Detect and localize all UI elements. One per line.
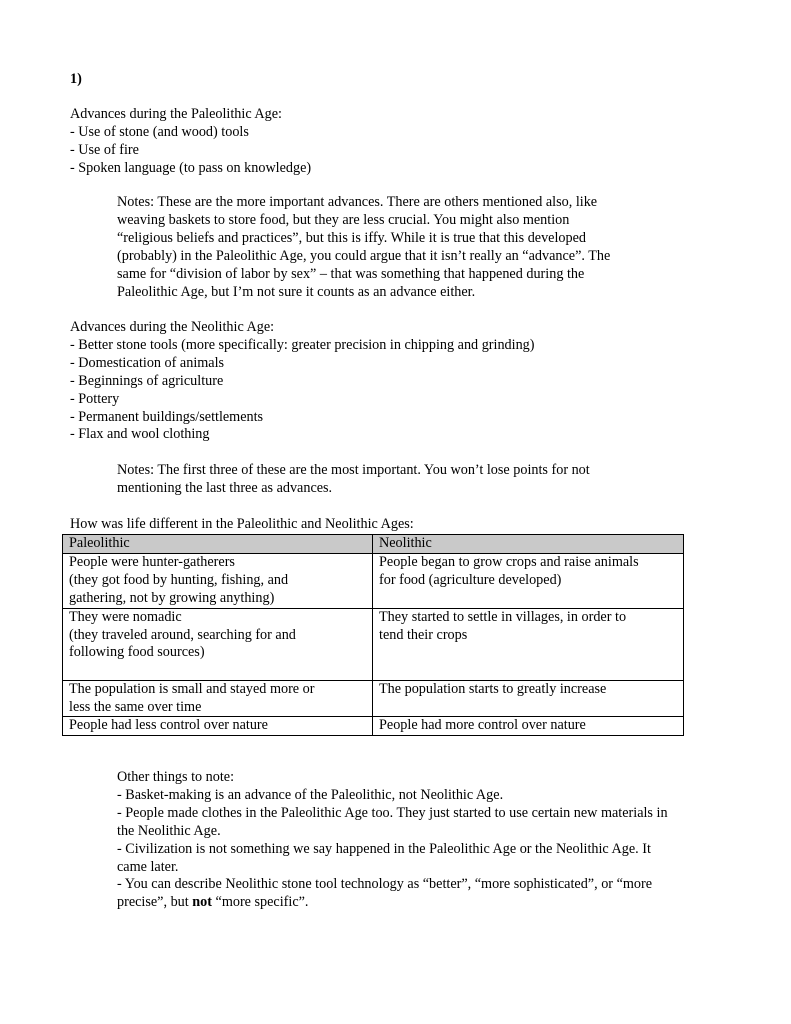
paleolithic-notes — [117, 194, 677, 301]
cell-line: for food (agriculture developed) — [379, 571, 562, 588]
notes-line: Paleolithic Age, but I’m not sure it counts as an advance either. — [117, 283, 476, 300]
cell-paleolithic — [63, 608, 373, 680]
table-row — [63, 553, 684, 608]
list-item: - Pottery — [70, 390, 120, 407]
cell-line: They started to settle in villages, in order to — [379, 608, 627, 625]
notes-line: Notes: The first three of these are the most important. You won’t lose points for not — [117, 462, 590, 478]
list-item: - Use of fire — [70, 141, 139, 158]
list-item: - Basket-making is an advance of the Paleolithic, not Neolithic Age. — [117, 786, 504, 803]
other-notes — [117, 769, 677, 912]
cell-line: tend their crops — [379, 626, 468, 643]
table-row — [63, 717, 684, 736]
table-row — [63, 680, 684, 717]
cell-paleolithic — [63, 553, 373, 608]
list-item: - Beginnings of agriculture — [70, 372, 224, 389]
list-item: - Use of stone (and wood) tools — [70, 123, 249, 140]
cell-line: (they traveled around, searching for and — [69, 626, 296, 643]
notes-line: same for “division of labor by sex” – that was something that happened during the — [117, 265, 585, 282]
cell-neolithic — [373, 680, 684, 717]
cell-paleolithic — [63, 717, 373, 736]
cell-line: People began to grow crops and raise animals — [379, 553, 639, 570]
cell-line: They were nomadic — [69, 608, 182, 625]
cell-line: People had more control over nature — [379, 717, 586, 734]
cell-neolithic — [373, 553, 684, 608]
list-item: - Flax and wool clothing — [70, 426, 210, 443]
note-text-before: - You can describe Neolithic stone tool technology as “better”, “more sophisticated”, or “more precise”, but — [117, 876, 653, 911]
paleolithic-advances-title: Advances during the Paleolithic Age: — [70, 106, 282, 122]
cell-line: less the same over time — [69, 698, 202, 715]
list-item: - Domestication of animals — [70, 354, 225, 371]
cell-paleolithic — [63, 680, 373, 717]
notes-line: weaving baskets to store food, but they are less crucial. You might also mention — [117, 211, 570, 228]
table-row — [63, 608, 684, 680]
other-notes-title: Other things to note: — [117, 769, 235, 785]
header-paleolithic: Paleolithic — [63, 535, 373, 554]
header-neolithic: Neolithic — [373, 535, 684, 554]
comparison-caption: How was life different in the Paleolithic and Neolithic Ages: — [70, 516, 414, 532]
question-number: 1) — [70, 71, 82, 87]
list-item: - Civilization is not something we say happened in the Paleolithic Age or the Neolithic Age. It came later. — [117, 840, 651, 875]
list-item: - Better stone tools (more specifically: greater precision in chipping and grinding) — [70, 336, 535, 353]
cell-line: The population starts to greatly increase — [379, 680, 607, 697]
list-item: - Permanent buildings/settlements — [70, 408, 264, 425]
cell-neolithic — [373, 717, 684, 736]
cell-line: following food sources) — [69, 644, 205, 661]
table-header-row — [63, 535, 684, 554]
cell-neolithic — [373, 608, 684, 680]
cell-line: (they got food by hunting, fishing, and — [69, 571, 289, 588]
notes-line: Notes: These are the more important advances. There are others mentioned also, like — [117, 194, 598, 210]
list-item: - Spoken language (to pass on knowledge) — [70, 159, 312, 176]
paleolithic-advances — [70, 106, 311, 178]
note-emphasis: not — [192, 894, 212, 911]
list-item — [117, 876, 677, 912]
cell-line: The population is small and stayed more or — [69, 680, 315, 697]
note-text-after: “more specific”. — [211, 894, 309, 911]
neolithic-advances-title: Advances during the Neolithic Age: — [70, 319, 275, 335]
comparison-table — [62, 534, 684, 736]
neolithic-notes — [117, 462, 677, 498]
cell-line: People had less control over nature — [69, 717, 268, 734]
cell-line: People were hunter-gatherers — [69, 553, 235, 570]
notes-line: “religious beliefs and practices”, but this is iffy. While it is true that this developed — [117, 229, 586, 246]
notes-line: (probably) in the Paleolithic Age, you could argue that it isn’t really an “advance”. The — [117, 247, 611, 264]
list-item: - People made clothes in the Paleolithic Age too. They just started to use certain new materials in the Neolithic Age. — [117, 804, 668, 839]
notes-line: mentioning the last three as advances. — [117, 479, 333, 496]
neolithic-advances — [70, 319, 535, 444]
cell-line: gathering, not by growing anything) — [69, 589, 275, 606]
